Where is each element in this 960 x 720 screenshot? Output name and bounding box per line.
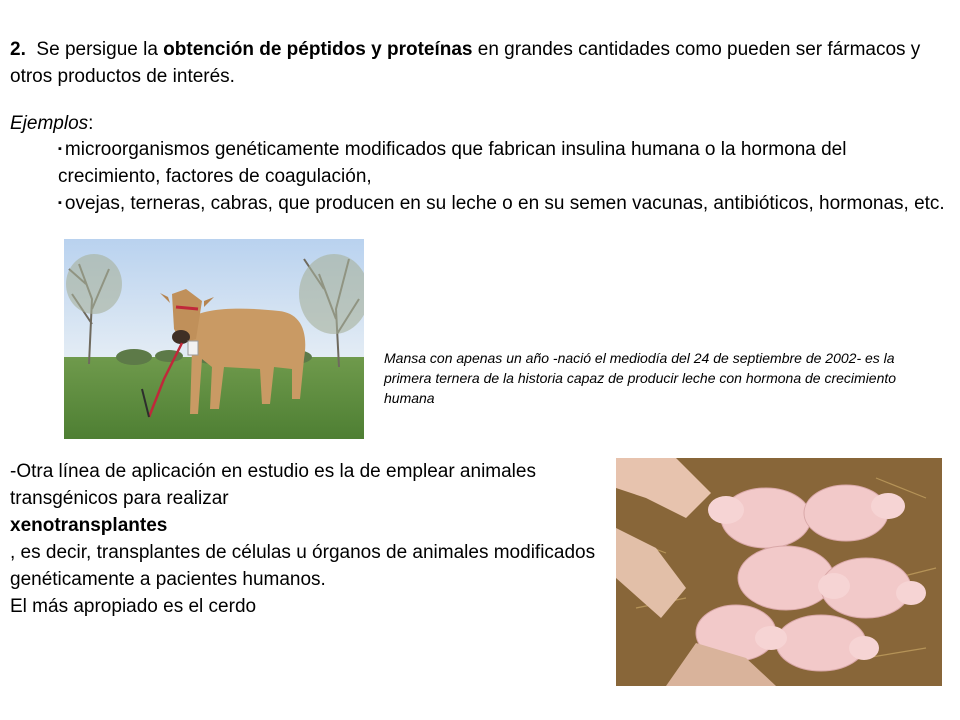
intro-number: 2.	[10, 39, 26, 60]
examples-heading	[10, 110, 93, 137]
list-item	[58, 190, 948, 217]
bullet-square-icon: ▪	[58, 143, 62, 155]
xeno-line-1	[10, 458, 610, 593]
examples-colon: :	[88, 113, 94, 134]
example-text-2: ovejas, terneras, cabras, que producen en su leche o en su semen vacunas, antibióticos, hormonas, etc.	[64, 193, 945, 214]
bullet-square-icon: ▪	[58, 197, 62, 209]
xeno-paragraph	[10, 458, 610, 620]
cow-photo	[64, 239, 364, 439]
intro-paragraph	[10, 36, 950, 90]
xeno-bold: xenotransplantes	[10, 515, 168, 536]
intro-text-after: en grandes cantidades como pueden ser fármacos y otros productos de interés.	[10, 39, 921, 87]
xeno-text-after: , es decir, transplantes de células u órganos de animales modificados genéticamente a pacientes humanos.	[10, 542, 596, 590]
cow-caption: Mansa con apenas un año -nació el mediodía del 24 de septiembre de 2002- es la primera ternera de la historia capaz de producir leche con hormona de crecimiento humana	[384, 350, 897, 406]
xeno-text-before: -Otra línea de aplicación en estudio es la de emplear animales transgénicos para realizar	[10, 461, 536, 509]
intro-bold: obtención de péptidos y proteínas	[163, 39, 473, 60]
example-text-1: microorganismos genéticamente modificados que fabrican insulina humana o la hormona del crecimiento, factores de coagulación,	[58, 139, 847, 187]
examples-list	[58, 136, 948, 217]
piglets-photo	[616, 458, 942, 686]
list-item	[58, 136, 948, 190]
xeno-line-2: El más apropiado es el cerdo	[10, 596, 257, 617]
intro-text-before: Se persigue la	[36, 39, 158, 60]
examples-heading-text: Ejemplos	[10, 113, 89, 134]
